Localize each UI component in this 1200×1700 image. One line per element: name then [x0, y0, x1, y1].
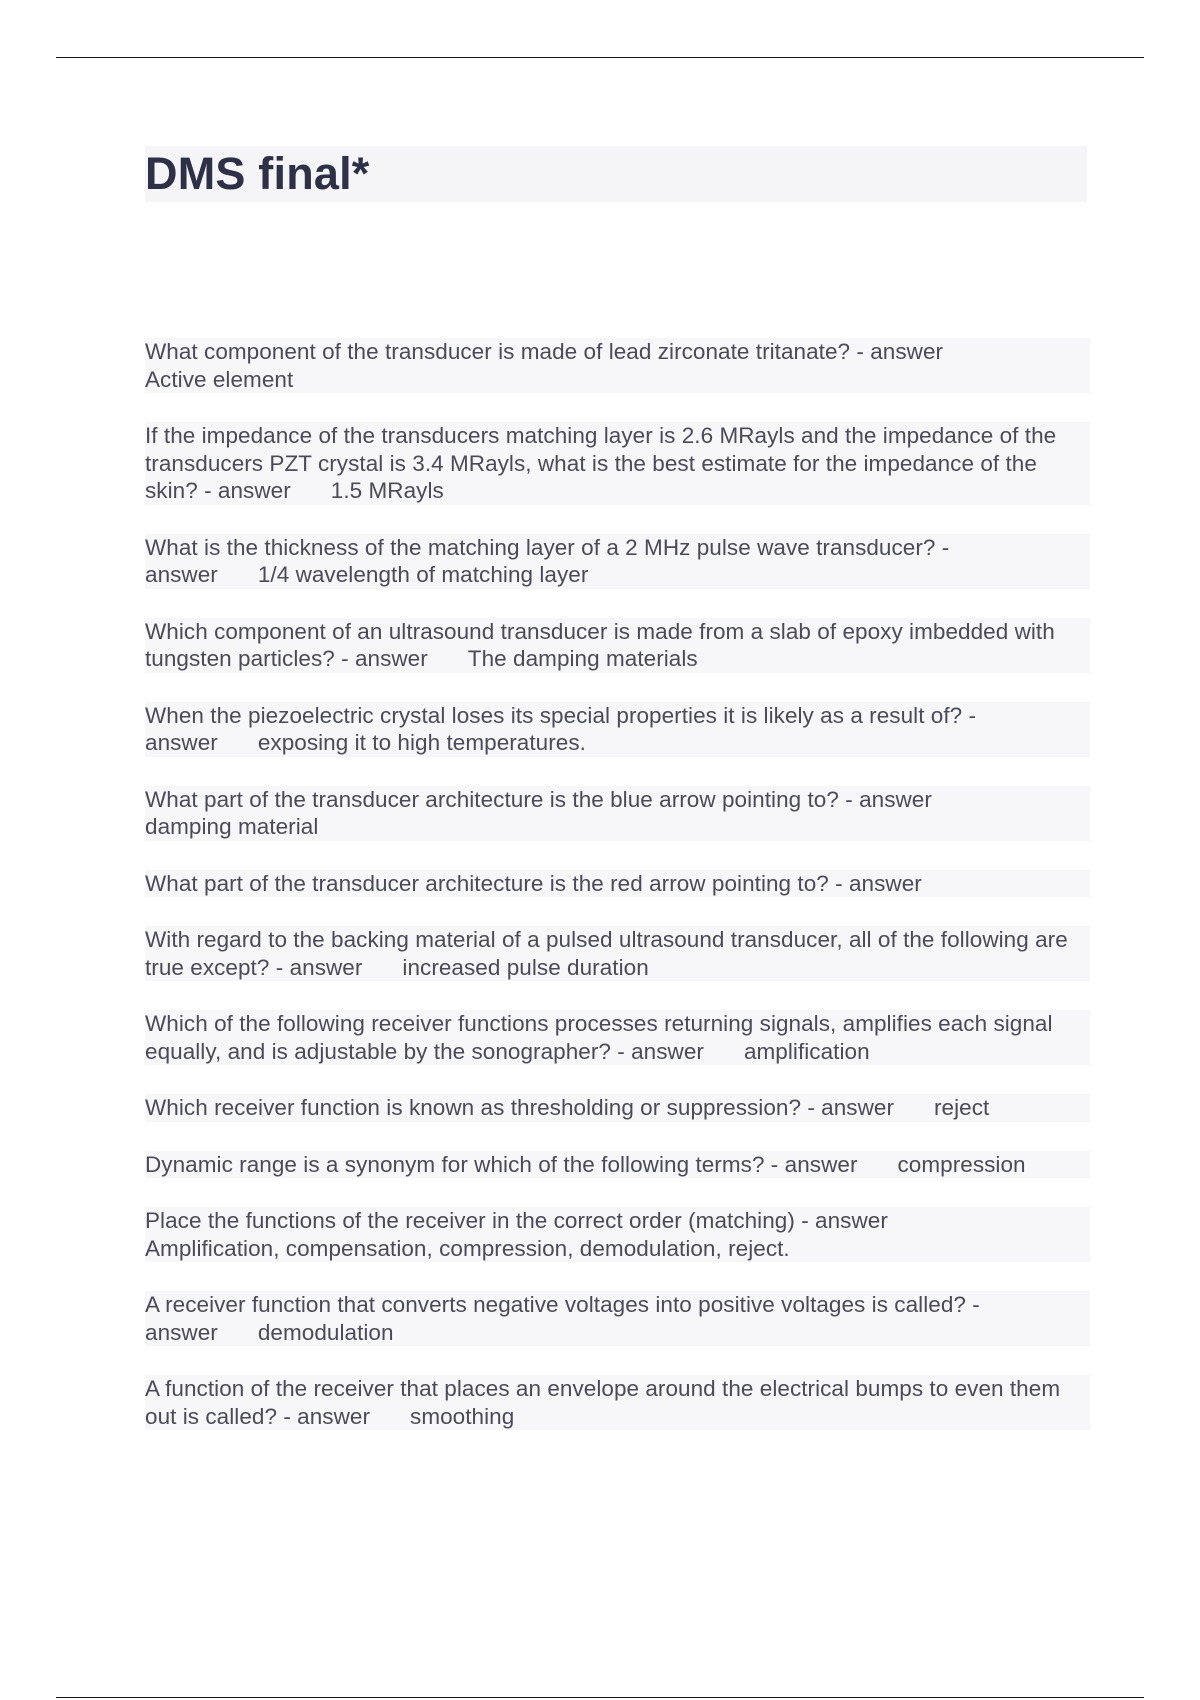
question-text: A receiver function that converts negative voltages into positive voltages is called? - answer [145, 1292, 980, 1345]
top-rule [56, 57, 1144, 58]
question-text: With regard to the backing material of a pulsed ultrasound transducer, all of the following are true except? - answer [145, 927, 1068, 980]
qa-item [145, 1291, 1090, 1346]
qa-item [145, 1375, 1090, 1430]
answer-text: exposing it to high temperatures. [257, 730, 586, 755]
qa-item [145, 534, 1090, 589]
question-text: If the impedance of the transducers matching layer is 2.6 MRayls and the impedance of the transducers PZT crystal is 3.4 MRayls, what is the best estimate for the impedance of the skin? - answer [145, 423, 1057, 503]
question-text: Which of the following receiver functions processes returning signals, amplifies each signal equally, and is adjustable by the sonographer? - answer [145, 1011, 1053, 1064]
qa-item [145, 1207, 1090, 1262]
question-text: What component of the transducer is made of lead zirconate tritanate? - answer [145, 339, 944, 364]
question-text: Which component of an ultrasound transducer is made from a slab of epoxy imbedded with tungsten particles? - answer [145, 618, 1055, 671]
question-text: What is the thickness of the matching layer of a 2 MHz pulse wave transducer? - answer [145, 534, 950, 587]
answer-text [922, 871, 962, 896]
qa-item [145, 1010, 1090, 1065]
qa-item [145, 422, 1090, 505]
qa-item [145, 1151, 1090, 1179]
document-title: DMS final* [145, 146, 1087, 202]
question-text: A function of the receiver that places an envelope around the electrical bumps to even them out is called? - answer [145, 1376, 1061, 1429]
answer-text: Active element [145, 366, 294, 392]
question-text: Which receiver function is known as thresholding or suppression? - answer [145, 1095, 895, 1120]
question-text: What part of the transducer architecture is the red arrow pointing to? - answer [145, 870, 922, 896]
qa-item [145, 702, 1090, 757]
answer-text: Amplification, compensation, compression, demodulation, reject. [145, 1235, 790, 1261]
qa-item [145, 618, 1090, 673]
qa-item [145, 926, 1090, 981]
answer-text: smoothing [410, 1403, 515, 1429]
question-text: Place the functions of the receiver in the correct order (matching) - answer [145, 1208, 888, 1233]
answer-text: reject [934, 1095, 990, 1120]
qa-item [145, 870, 1090, 898]
answer-text: 1.5 MRayls [330, 478, 444, 503]
question-text: What part of the transducer architecture is the blue arrow pointing to? - answer [145, 786, 932, 812]
answer-text: increased pulse duration [402, 954, 649, 980]
question-text: Dynamic range is a synonym for which of the following terms? - answer [145, 1151, 858, 1177]
answer-text: compression [897, 1151, 1026, 1177]
qa-item [145, 786, 1090, 841]
qa-list [145, 338, 1090, 1430]
answer-text: damping material [145, 814, 319, 839]
answer-text: demodulation [257, 1319, 394, 1345]
answer-text: The damping materials [467, 646, 698, 671]
question-text: When the piezoelectric crystal loses its special properties it is likely as a result of? - answer [145, 702, 977, 755]
qa-item [145, 1094, 1090, 1122]
bottom-rule [56, 1697, 1144, 1698]
answer-text: 1/4 wavelength of matching layer [257, 562, 589, 587]
qa-item [145, 338, 1090, 393]
answer-text: amplification [743, 1038, 870, 1064]
